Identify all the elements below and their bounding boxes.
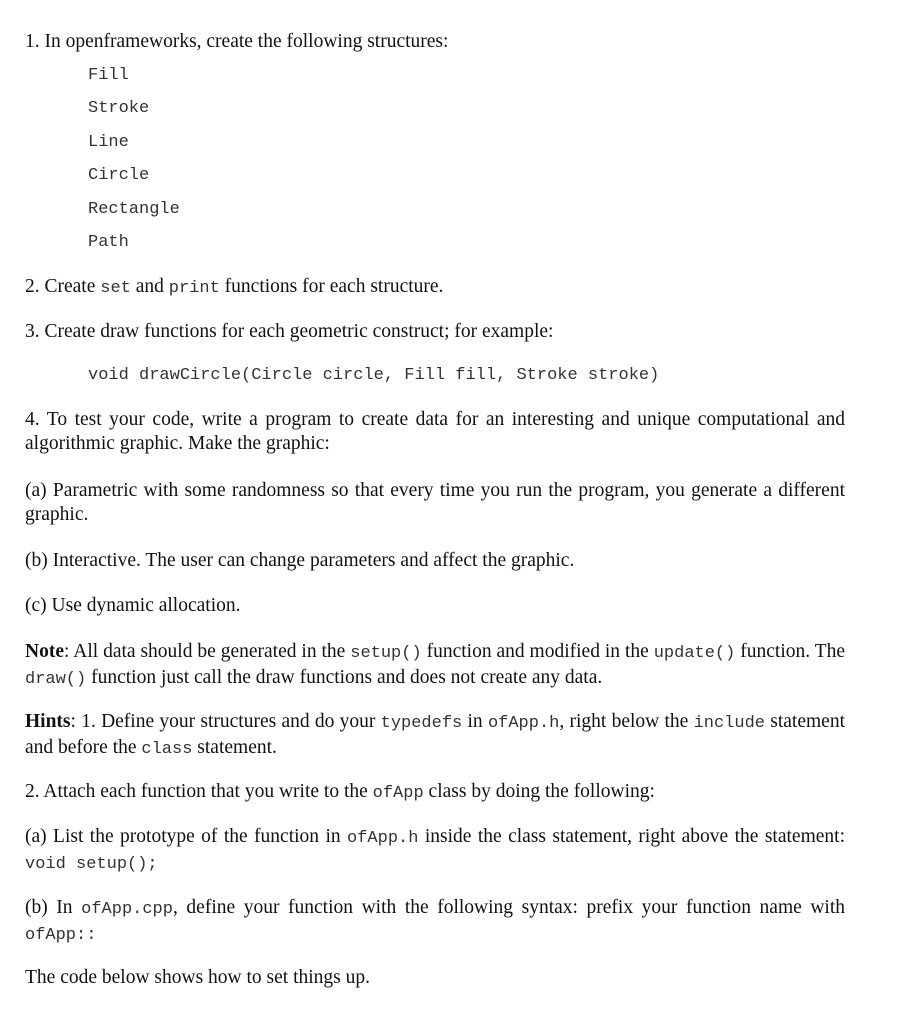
structure-rectangle: Rectangle bbox=[88, 200, 180, 219]
structure-fill: Fill bbox=[88, 66, 129, 85]
item-3-paragraph: 3. Create draw functions for each geometric construct; for example: bbox=[25, 321, 554, 342]
item-4c-paragraph: (c) Use dynamic allocation. bbox=[25, 595, 241, 616]
item-1-heading: 1. In openframeworks, create the following structures: bbox=[25, 31, 449, 52]
draw-circle-example: void drawCircle(Circle circle, Fill fill, Stroke stroke) bbox=[88, 366, 660, 385]
code-draw: draw() bbox=[25, 670, 87, 689]
footer-paragraph: The code below shows how to set things up. bbox=[25, 967, 371, 988]
structure-stroke: Stroke bbox=[88, 99, 150, 118]
item-4b-paragraph: (b) Interactive. The user can change parameters and affect the graphic. bbox=[25, 550, 575, 571]
attach-paragraph: 2. Attach each function that you write to the ofApp class by doing the following: bbox=[25, 781, 655, 803]
code-ofapp: ofApp bbox=[372, 784, 424, 803]
code-print: print bbox=[168, 279, 220, 298]
attach-b-paragraph: (b) In ofApp.cpp, define your function with the following syntax: prefix your function name with ofApp:: bbox=[25, 897, 846, 945]
structure-line: Line bbox=[88, 133, 129, 152]
code-set: set bbox=[100, 279, 131, 298]
attach-a-paragraph: (a) List the prototype of the function in ofApp.h inside the class statement, right above the statement: void setup(); bbox=[25, 826, 845, 874]
code-ofapp-h: ofApp.h bbox=[487, 714, 560, 733]
code-void-setup: void setup(); bbox=[25, 855, 158, 874]
item-4-paragraph: 4. To test your code, write a program to create data for an interesting and unique computational and algorithmic graphic. Make the graphic: bbox=[25, 409, 845, 454]
code-include: include bbox=[693, 714, 765, 733]
note-label: Note bbox=[25, 641, 64, 662]
structure-circle: Circle bbox=[88, 166, 150, 185]
code-ofapp-h-2: ofApp.h bbox=[347, 829, 419, 848]
item-4a-paragraph: (a) Parametric with some randomness so that every time you run the program, you generate a different graphic. bbox=[25, 480, 845, 525]
code-setup: setup() bbox=[350, 644, 422, 663]
code-class: class bbox=[141, 740, 193, 759]
code-ofapp-cpp: ofApp.cpp bbox=[81, 900, 173, 919]
code-update: update() bbox=[653, 644, 736, 663]
hints-label: Hints bbox=[25, 711, 71, 732]
hints-paragraph: Hints: 1. Define your structures and do your typedefs in ofApp.h, right below the include statement and before the class statement. bbox=[25, 711, 845, 759]
item-2-paragraph: 2. Create set and print functions for each structure. bbox=[25, 276, 444, 298]
code-ofapp-scope: ofApp:: bbox=[25, 926, 97, 945]
note-paragraph: Note: All data should be generated in the setup() function and modified in the update() function. The draw() function just call the draw functions and does not create any data. bbox=[25, 641, 846, 689]
structure-path: Path bbox=[88, 233, 129, 252]
code-typedefs: typedefs bbox=[380, 714, 463, 733]
